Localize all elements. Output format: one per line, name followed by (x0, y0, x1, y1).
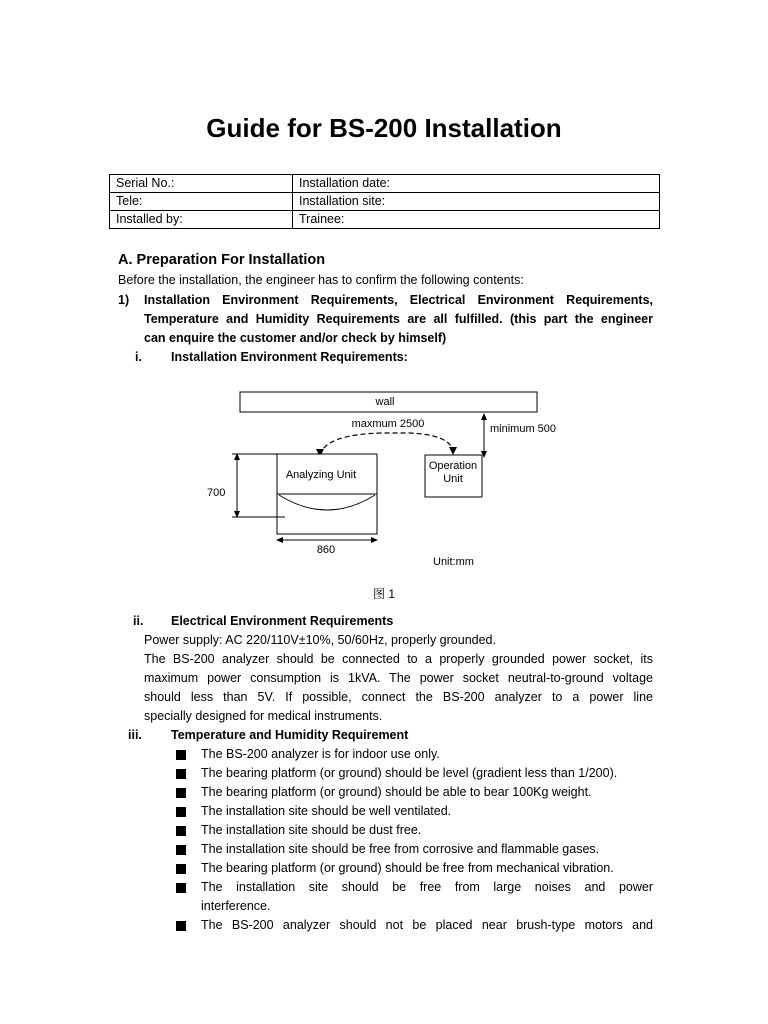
power-supply-text: Power supply: AC 220/110V±10%, 50/60Hz, properly grounded. (144, 633, 496, 647)
electrical-para-line4: specially designed for medical instruments. (144, 709, 383, 723)
table-row (110, 193, 660, 211)
operation-unit-label-2: Unit (443, 473, 463, 485)
sub-i-number: i. (135, 350, 142, 364)
bullet-icon (176, 864, 186, 874)
serial-no-cell: Serial No.: (110, 175, 293, 193)
item-1-line2: Temperature and Humidity Requirements are all fulfilled. (this part the engineer (144, 312, 653, 326)
minimum-label: minimum 500 (490, 423, 557, 435)
sub-i-heading: Installation Environment Requirements: (171, 350, 408, 364)
bullet-icon (176, 788, 186, 798)
bullet-icon (176, 807, 186, 817)
wall-label: wall (375, 396, 395, 408)
table-row (110, 175, 660, 193)
bullet-icon (176, 826, 186, 836)
electrical-para-line1: The BS-200 analyzer should be connected to a properly grounded power socket, its (144, 652, 653, 666)
list-item: The bearing platform (or ground) should be level (gradient less than 1/200). (201, 766, 618, 780)
page-title: Guide for BS-200 Installation (206, 113, 562, 143)
list-item: The BS-200 analyzer is for indoor use only. (201, 747, 440, 761)
bullet-icon (176, 883, 186, 893)
max-arrow-right (449, 447, 457, 455)
table-row (110, 211, 660, 229)
installation-site-cell: Installation site: (293, 193, 660, 211)
sub-iii-number: iii. (128, 728, 142, 742)
max-arc (320, 433, 453, 455)
electrical-para-line3: should less than 5V. If possible, connect the BS-200 analyzer to a power line (144, 690, 653, 704)
sub-ii-heading: Electrical Environment Requirements (171, 614, 394, 628)
width-label: 860 (316, 544, 336, 556)
section-a-heading: A. Preparation For Installation (118, 252, 326, 268)
list-item: The bearing platform (or ground) should be able to bear 100Kg weight. (201, 785, 592, 799)
analyzing-unit-label: Analyzing Unit (285, 469, 357, 481)
min-arrow-head-top (481, 413, 487, 420)
bullet-icon (176, 750, 186, 760)
electrical-para-line2: maximum power consumption is 1kVA. The power socket neutral-to-ground voltage (144, 671, 653, 685)
width-arrow-right (371, 537, 378, 543)
list-item: The installation site should be free from corrosive and flammable gases. (201, 842, 600, 856)
list-item: The installation site should be well ventilated. (201, 804, 452, 818)
unit-label: Unit:mm (433, 556, 474, 568)
figure-caption: 图 1 (372, 587, 395, 601)
list-item-continuation: interference. (201, 899, 271, 913)
bullet-icon (176, 845, 186, 855)
list-item: The installation site should be free from large noises and power (201, 880, 653, 894)
width-arrow-left (276, 537, 283, 543)
height-label: 700 (207, 487, 226, 499)
list-item: The BS-200 analyzer should not be placed near brush-type motors and (201, 918, 653, 932)
installation-layout-diagram (195, 377, 575, 572)
installation-date-cell: Installation date: (293, 175, 660, 193)
list-item: The installation site should be dust free. (201, 823, 422, 837)
section-a-intro: Before the installation, the engineer has to confirm the following contents: (118, 273, 524, 287)
sub-iii-heading: Temperature and Humidity Requirement (171, 728, 409, 742)
item-1-line1: Installation Environment Requirements, Electrical Environment Requirements, (144, 293, 653, 307)
sub-ii-number: ii. (133, 614, 144, 628)
bullet-icon (176, 769, 186, 779)
trainee-cell: Trainee: (293, 211, 660, 229)
installed-by-cell: Installed by: (110, 211, 293, 229)
item-1-number: 1) (118, 293, 130, 307)
operation-unit-label-1: Operation (428, 460, 478, 472)
bullet-icon (176, 921, 186, 931)
item-1-line3: can enquire the customer and/or check by himself) (144, 331, 447, 345)
info-table (109, 174, 660, 229)
maximum-label: maxmum 2500 (351, 418, 425, 430)
list-item: The bearing platform (or ground) should be free from mechanical vibration. (201, 861, 614, 875)
tele-cell: Tele: (110, 193, 293, 211)
